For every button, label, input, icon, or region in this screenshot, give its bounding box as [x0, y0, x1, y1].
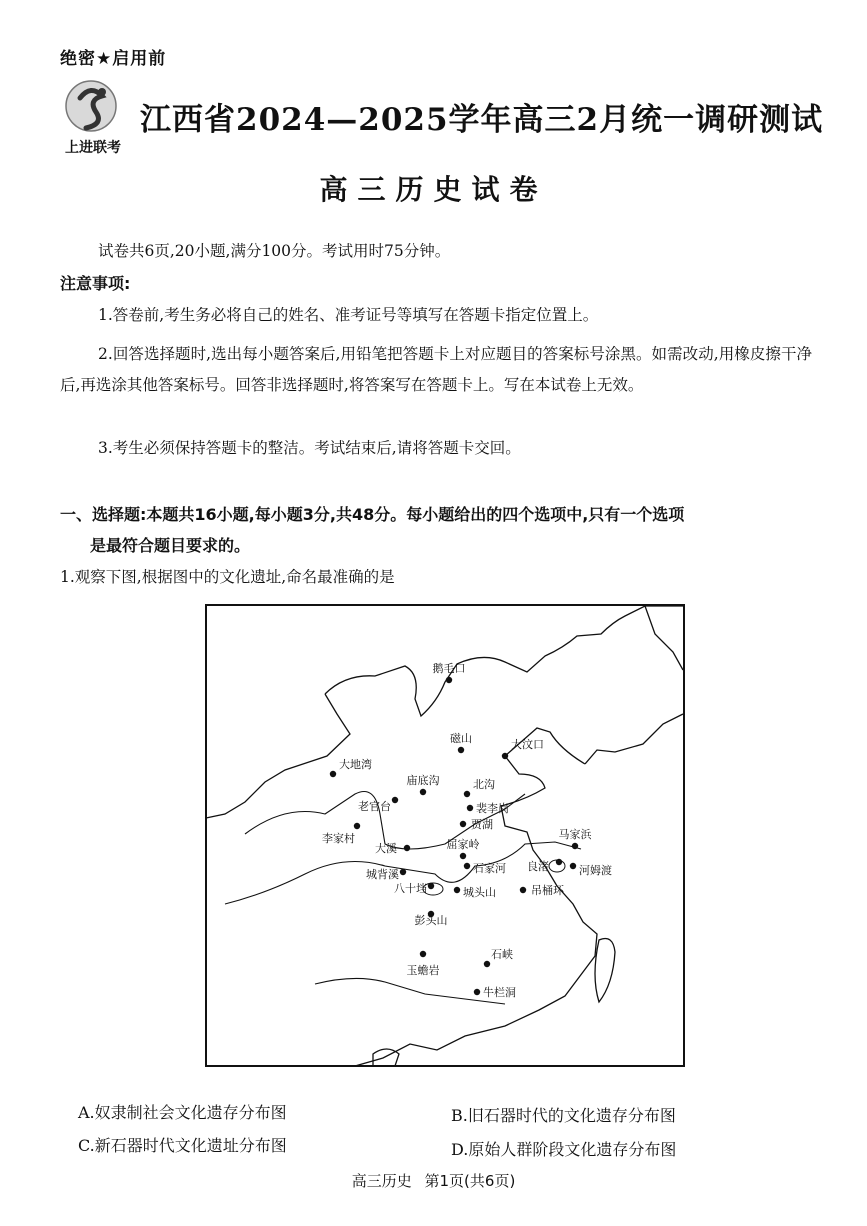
map-site-label: 石峡	[491, 948, 513, 961]
map-site-label: 鹅毛口	[432, 662, 466, 675]
map-site-label: 河姆渡	[579, 864, 612, 877]
map-site-marker	[502, 753, 508, 759]
footer-subject: 高三历史	[351, 1172, 412, 1190]
section-heading-line2: 是最符合题目要求的。	[90, 536, 251, 555]
option-c[interactable]: C.新石器时代文化遗址分布图	[78, 1136, 287, 1155]
map-site-marker	[572, 843, 578, 849]
map-site-marker	[570, 863, 576, 869]
confidential-label: 绝密★启用前	[60, 49, 167, 69]
map-site-label: 裴李岗	[476, 802, 509, 815]
map-site-marker	[454, 887, 460, 893]
map-site-label: 吊桶环	[531, 884, 564, 897]
notice-item-3: 3.考生必须保持答题卡的整洁。考试结束后,请将答题卡交回。	[98, 439, 521, 457]
map-site-marker	[428, 883, 434, 889]
map-site-marker	[420, 789, 426, 795]
map-site-label: 李家村	[322, 832, 355, 845]
map-site-marker	[484, 961, 490, 967]
neolithic-sites-map	[205, 604, 685, 1067]
map-site-marker	[420, 951, 426, 957]
subject-title: 高三历史试卷	[319, 173, 548, 206]
logo-text: 上进联考	[65, 140, 121, 156]
map-site-label: 老官台	[358, 800, 391, 813]
map-site-label: 大溪	[375, 842, 397, 855]
notice-heading: 注意事项:	[60, 274, 131, 293]
exam-title: 江西省2024—2025学年高三2月统一调研测试	[140, 102, 824, 138]
option-a[interactable]: A.奴隶制社会文化遗存分布图	[78, 1103, 287, 1122]
option-b[interactable]: B.旧石器时代的文化遗存分布图	[451, 1106, 676, 1125]
map-site-label: 牛栏洞	[483, 986, 516, 999]
notice-item-2: 2.回答选择题时,选出每小题答案后,用铅笔把答题卡上对应题目的答案标号涂黑。如需改动,用橡皮擦干净后,再选涂其他答案标号。回答非选择题时,将答案写在答题卡上。写在本试卷上无效。	[60, 345, 812, 394]
map-site-label: 北沟	[473, 778, 495, 791]
map-site-marker	[392, 797, 398, 803]
exam-intro: 试卷共6页,20小题,满分100分。考试用时75分钟。	[98, 242, 451, 260]
map-site-label: 庙底沟	[406, 774, 440, 787]
option-d[interactable]: D.原始人群阶段文化遗存分布图	[451, 1140, 677, 1159]
map-site-marker	[460, 853, 466, 859]
map-site-marker	[458, 747, 464, 753]
map-site-marker	[460, 821, 466, 827]
section-heading-line1: 一、选择题:本题共16小题,每小题3分,共48分。每小题给出的四个选项中,只有一个选项	[60, 505, 685, 524]
map-site-label: 屈家岭	[446, 838, 480, 851]
page-footer	[0, 1170, 867, 1191]
map-site-label: 玉蟾岩	[406, 964, 440, 977]
map-site-marker	[400, 869, 406, 875]
map-site-label: 石家河	[473, 862, 506, 875]
map-site-label: 磁山	[450, 732, 472, 745]
notice-item-1: 1.答卷前,考生务必将自己的姓名、准考证号等填写在答题卡指定位置上。	[98, 306, 599, 324]
map-site-marker	[520, 887, 526, 893]
map-site-marker	[464, 791, 470, 797]
footer-page-number: 第1页(共6页)	[424, 1172, 516, 1190]
map-site-label: 贾湖	[471, 818, 493, 831]
map-site-marker	[404, 845, 410, 851]
map-site-label: 大汶口	[511, 738, 544, 751]
map-site-label: 彭头山	[414, 914, 448, 927]
map-site-marker	[330, 771, 336, 777]
map-site-marker	[474, 989, 480, 995]
map-site-label: 大地湾	[339, 758, 372, 771]
map-site-label: 马家浜	[558, 828, 592, 841]
map-site-label: 城头山	[463, 886, 496, 899]
map-site-marker	[464, 863, 470, 869]
map-site-marker	[354, 823, 360, 829]
exam-logo	[58, 78, 128, 158]
question-1-stem: 1.观察下图,根据图中的文化遗址,命名最准确的是	[60, 568, 395, 586]
map-site-marker	[556, 859, 562, 865]
map-site-marker	[446, 677, 452, 683]
map-site-label: 良渚	[527, 860, 549, 873]
map-site-label: 城背溪	[366, 868, 399, 881]
map-site-label: 八十垱	[394, 882, 427, 895]
map-site-marker	[467, 805, 473, 811]
section-heading	[60, 499, 812, 561]
